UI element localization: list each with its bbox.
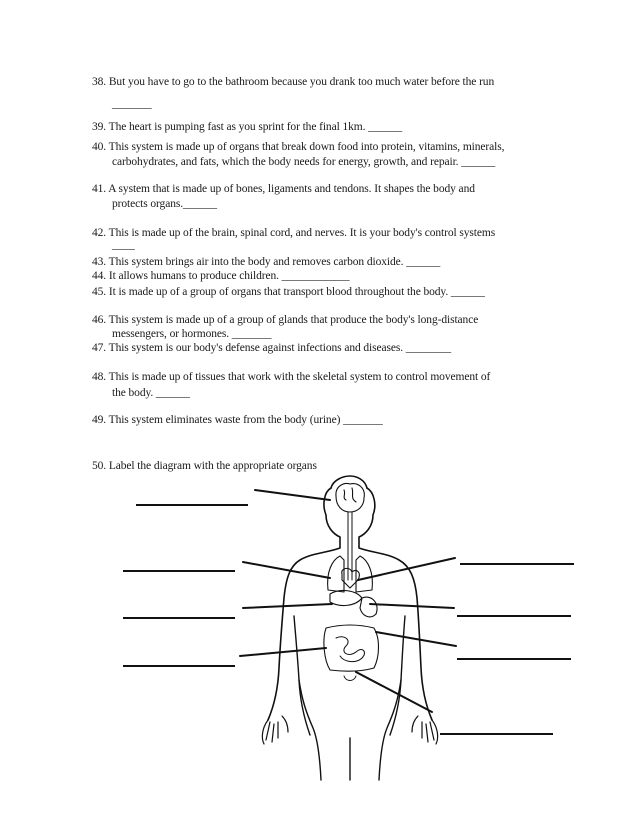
question-39-text: 39. The heart is pumping fast as you sprint for the final 1km. ______ bbox=[92, 121, 403, 133]
right-lung bbox=[356, 556, 372, 592]
question-49-text: 49. This system eliminates waste from the body (urine) _______ bbox=[92, 414, 383, 426]
question-50-text: 50. Label the diagram with the appropriate organs bbox=[92, 460, 317, 472]
pointer-brain bbox=[255, 490, 330, 500]
left-hand bbox=[262, 716, 288, 744]
brain bbox=[336, 484, 364, 513]
torso-left bbox=[299, 680, 321, 780]
question-47-text: 47. This system is our body's defense against infections and diseases. ________ bbox=[92, 342, 452, 354]
question-48-text: 48. This is made up of tissues that work with the skeletal system to control movement of bbox=[92, 371, 491, 383]
bladder bbox=[344, 676, 356, 681]
pointer-heart bbox=[358, 558, 455, 580]
question-42-blank[interactable]: ____ bbox=[112, 239, 135, 251]
question-38-blank[interactable]: _______ bbox=[112, 98, 152, 110]
question-41-text-cont: protects organs.______ bbox=[112, 198, 217, 210]
question-48-text-cont: the body. ______ bbox=[112, 387, 190, 399]
pointer-liver bbox=[243, 604, 332, 608]
large-intestine bbox=[324, 625, 379, 671]
question-46-text-cont: messengers, or hormones. _______ bbox=[112, 328, 272, 340]
pointer-bladder bbox=[356, 672, 432, 712]
question-40-text: 40. This system is made up of organs that break down food into protein, vitamins, minerals, bbox=[92, 141, 505, 153]
pointer-small-intestine bbox=[376, 632, 456, 646]
head-outline bbox=[331, 476, 367, 488]
question-44-text: 44. It allows humans to produce children. ____________ bbox=[92, 270, 350, 282]
question-38-text: 38. But you have to go to the bathroom because you drank too much water before the run bbox=[92, 76, 495, 88]
left-inner-arm bbox=[294, 616, 310, 735]
small-intestine bbox=[336, 637, 364, 662]
question-46-text: 46. This system is made up of a group of glands that produce the body's long-distance bbox=[92, 314, 479, 326]
liver bbox=[330, 591, 362, 606]
pointer-stomach bbox=[370, 604, 454, 608]
question-42-text: 42. This is made up of the brain, spinal cord, and nerves. It is your body's control systems bbox=[92, 227, 496, 239]
question-41-text: 41. A system that is made up of bones, ligaments and tendons. It shapes the body and bbox=[92, 183, 475, 195]
pointer-intestine-left bbox=[240, 648, 326, 656]
right-hand bbox=[412, 716, 438, 744]
pointer-lungs bbox=[243, 562, 330, 578]
question-40-text-cont: carbohydrates, and fats, which the body needs for energy, growth, and repair. ______ bbox=[112, 156, 496, 168]
question-45-text: 45. It is made up of a group of organs that transport blood throughout the body. ______ bbox=[92, 286, 485, 298]
question-43-text: 43. This system brings air into the body and removes carbon dioxide. ______ bbox=[92, 256, 441, 268]
stomach bbox=[360, 597, 377, 617]
